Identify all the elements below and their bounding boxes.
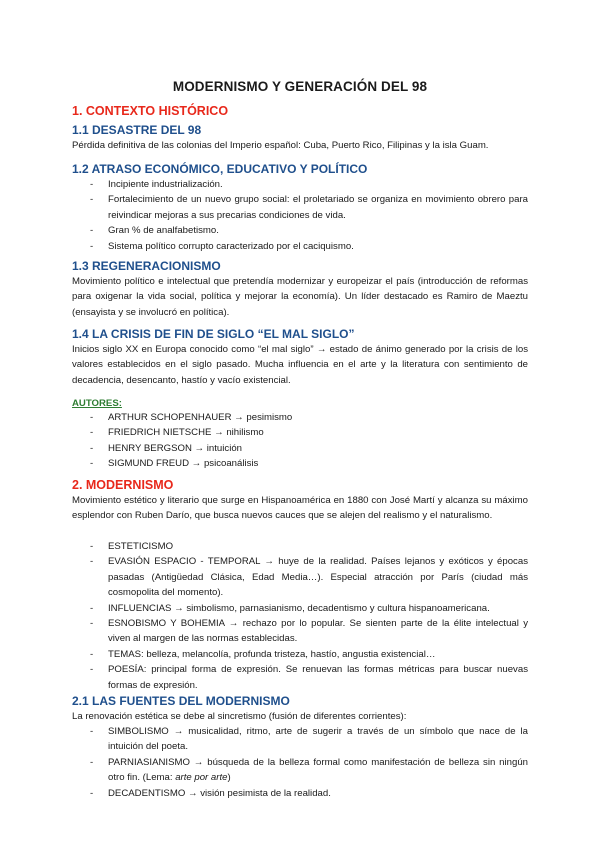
list-item: - SIGMUND FREUD → psicoanálisis: [90, 458, 259, 470]
list-item: - ESTETICISMO: [90, 541, 174, 552]
section-heading-modernismo: 2. MODERNISMO: [72, 478, 174, 492]
paragraph-fuentes: La renovación estética se debe al sincretismo (fusión de diferentes corrientes):: [72, 711, 407, 722]
paragraph-regeneracionismo: Movimiento político e intelectual que pretendía modernizar y europeizar el país (introducción de reformas para oxigenar la vida social, política y mejorar la economía). Un líder destacado es Ramiro de Maeztu (ensayista y se involucró en política).: [72, 276, 528, 318]
list-fuentes: [72, 724, 528, 801]
subsection-heading-desastre: 1.1 DESASTRE DEL 98: [72, 123, 202, 137]
page-title: MODERNISMO Y GENERACIÓN DEL 98: [172, 79, 428, 94]
list-item: - POESÍA: principal forma de expresión. Se renuevan las formas métricas para buscar nuevas formas de expresión.: [90, 664, 528, 691]
list-item: - DECADENTISMO → visión pesimista de la realidad.: [90, 787, 331, 799]
list-item: - Incipiente industrialización.: [90, 179, 223, 190]
list-item: - Fortalecimiento de un nuevo grupo social: el proletariado se organiza en movimiento obrero para reivindicar mejoras a sus precarias condiciones de vida.: [90, 194, 528, 221]
list-item: - TEMAS: belleza, melancolía, profunda tristeza, hastío, angustia existencial…: [90, 648, 436, 660]
subsection-heading-crisis: 1.4 LA CRISIS DE FIN DE SIGLO “EL MAL SIGLO”: [72, 327, 355, 341]
list-modernismo: [72, 539, 528, 693]
list-item: - ESNOBISMO Y BOHEMIA → rechazo por lo popular. Se sienten parte de la élite intelectual y viven al margen de las normas establecidas.: [90, 618, 528, 645]
authors-label: AUTORES:: [72, 398, 122, 409]
list-item: - PARNIASIANISMO → búsqueda de la belleza formal como manifestación de belleza sin ningún otro fin. (Lema: arte por arte): [90, 756, 528, 784]
list-item: - FRIEDRICH NIETSCHE → nihilismo: [90, 427, 264, 439]
list-item: - INFLUENCIAS → simbolismo, parnasianismo, decadentismo y cultura hispanoamericana.: [90, 602, 490, 614]
paragraph-crisis: Inicios siglo XX en Europa conocido como “el mal siglo” → estado de ánimo generado por la crisis de los valores establecidos en el siglo pasado. Mucha influencia en el arte y la literatura con sentimiento de decadencia, desencanto, hastío y vacío existencial.: [72, 344, 528, 386]
paragraph-desastre: Pérdida definitiva de las colonias del Imperio español: Cuba, Puerto Rico, Filipinas y la isla Guam.: [72, 140, 489, 151]
subsection-heading-atraso: 1.2 ATRASO ECONÓMICO, EDUCATIVO Y POLÍTICO: [72, 162, 368, 176]
list-item: - HENRY BERGSON → intuición: [90, 442, 243, 454]
list-authors: [72, 410, 528, 472]
list-item: - EVASIÓN ESPACIO - TEMPORAL → huye de la realidad. Países lejanos y exóticos y épocas pasadas (Antigüedad Clásica, Edad Media…). Especial atracción por París (ciudad más cosmopolita del momento).: [90, 556, 528, 599]
list-item: - SIMBOLISMO → musicalidad, ritmo, arte de sugerir a través de un símbolo que nace de la intuición del poeta.: [90, 726, 528, 753]
paragraph-modernismo: Movimiento estético y literario que surge en Hispanoamérica en 1880 con José Martí y alcanza su máximo esplendor con Ruben Darío, que busca nuevos cauces que se alejen del realismo y el naturalismo.: [72, 495, 528, 522]
list-item: - ARTHUR SCHOPENHAUER → pesimismo: [90, 412, 293, 423]
section-heading-contexto: 1. CONTEXTO HISTÓRICO: [72, 104, 229, 118]
motto-text: arte por arte: [175, 772, 228, 784]
list-item: - Sistema político corrupto caracterizado por el caciquismo.: [90, 240, 354, 252]
subsection-heading-fuentes: 2.1 LAS FUENTES DEL MODERNISMO: [72, 694, 290, 708]
subsection-heading-regeneracionismo: 1.3 REGENERACIONISMO: [72, 259, 221, 273]
list-item: - Gran % de analfabetismo.: [90, 225, 219, 237]
list-atraso: [72, 177, 528, 254]
